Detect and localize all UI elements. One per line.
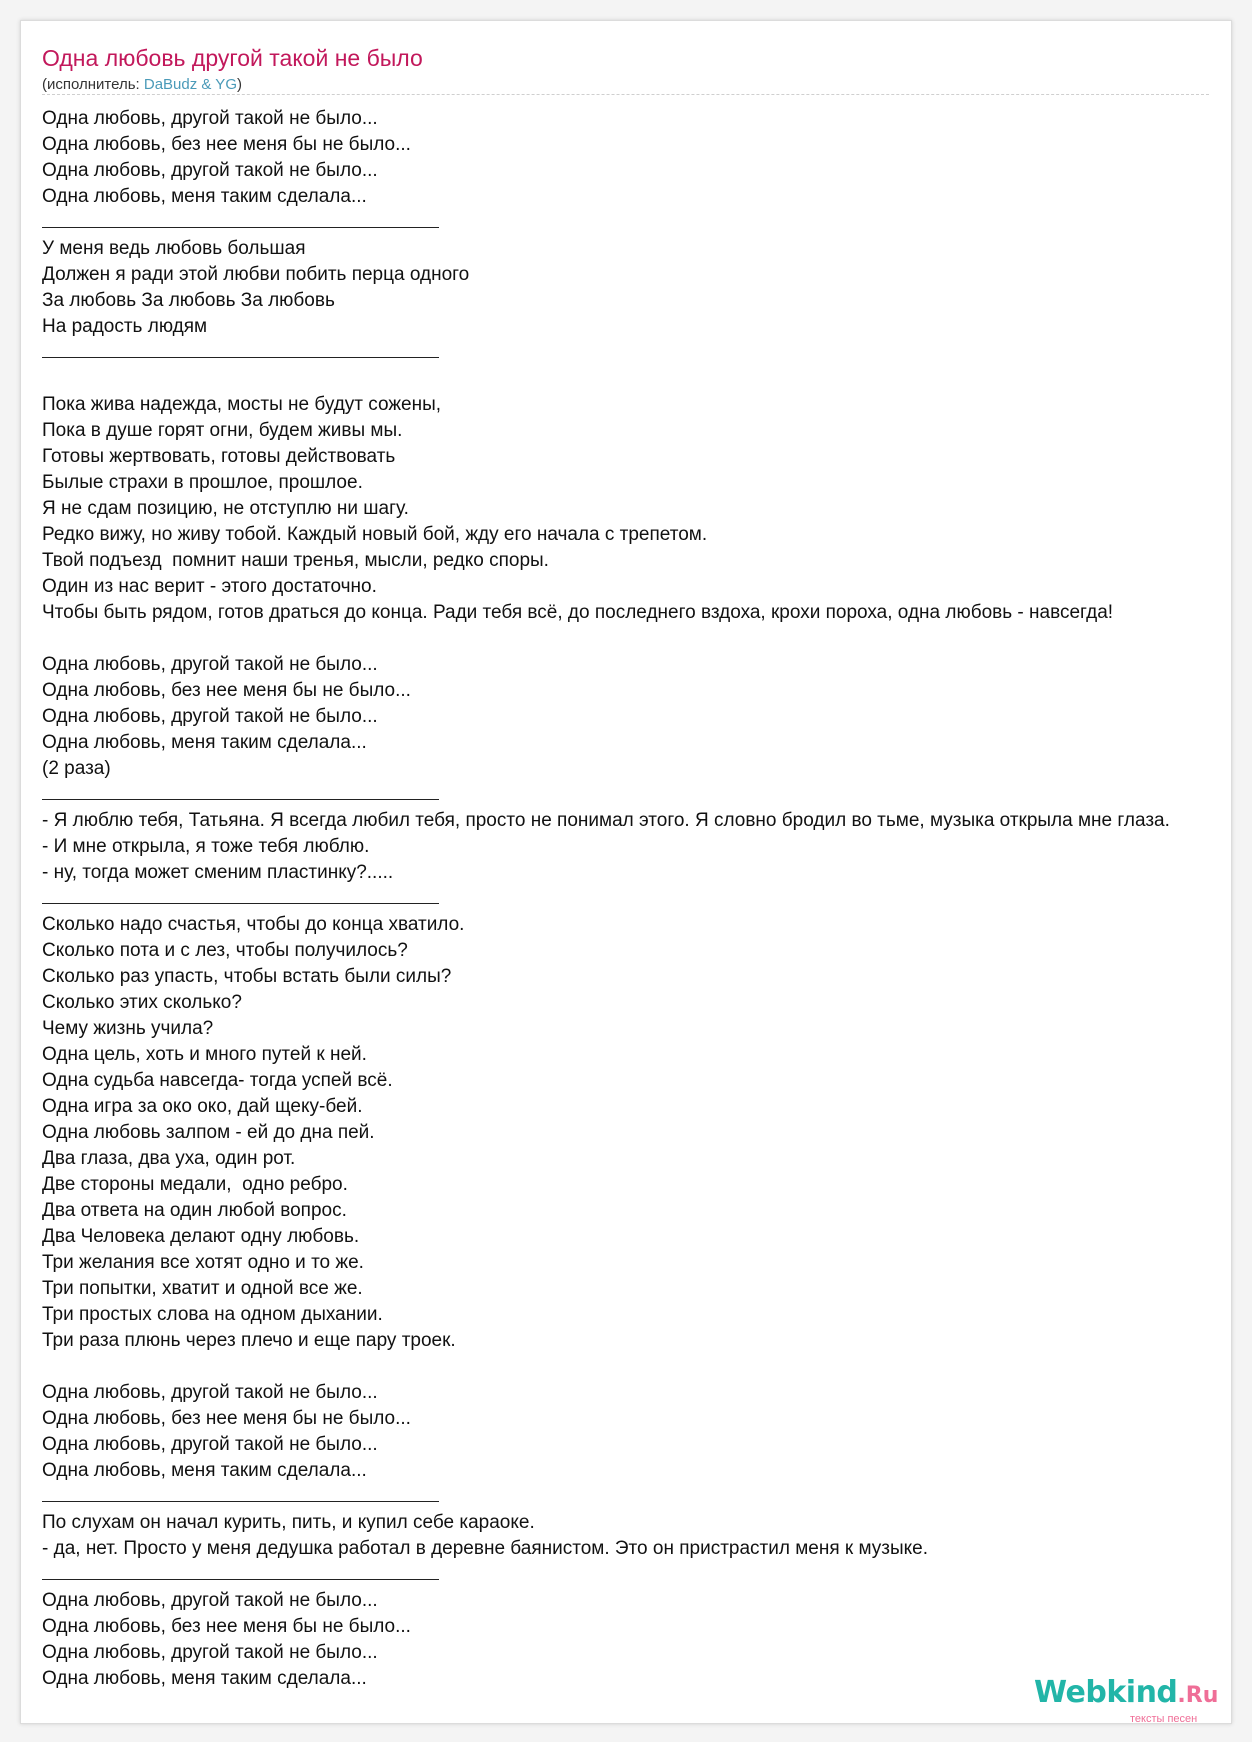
lyric-line: Одна любовь, без нее меня бы не было...	[42, 134, 411, 155]
lyric-line: Одна любовь залпом - ей до дна пей.	[42, 1122, 375, 1143]
lyric-line: Одна любовь, меня таким сделала...	[42, 1460, 367, 1481]
artist-link[interactable]: DaBudz & YG	[143, 76, 237, 93]
lyric-line: Два ответа на один любой вопрос.	[42, 1200, 347, 1221]
section-divider	[42, 1562, 1227, 1588]
lyric-line: Одна любовь, без нее меня бы не было...	[42, 1408, 411, 1429]
byline-prefix: (исполнитель:	[42, 76, 144, 93]
lyric-line: Два глаза, два уха, один рот.	[42, 1148, 296, 1169]
lyric-line: Три простых слова на одном дыхании.	[42, 1304, 383, 1325]
lyric-line: Одна любовь, меня таким сделала...	[42, 1668, 367, 1689]
lyric-line: Былые страхи в прошлое, прошлое.	[42, 472, 363, 493]
section-divider	[42, 782, 1227, 808]
logo-tagline: тексты песен	[1130, 1713, 1198, 1724]
lyric-line: Одна любовь, другой такой не было...	[42, 160, 378, 181]
lyric-line: Одна любовь, другой такой не было...	[42, 706, 378, 727]
lyric-line: Две стороны медали, одно ребро.	[42, 1174, 348, 1195]
lyric-line: Два Человека делают одну любовь.	[42, 1226, 360, 1247]
lyric-line: У меня ведь любовь большая	[42, 238, 306, 259]
webkind-logo	[1034, 1675, 1219, 1724]
section-divider	[42, 886, 1227, 912]
logo-main-text: Webkind	[1034, 1675, 1178, 1710]
lyric-line: Пока жива надежда, мосты не будут сожены,	[42, 394, 442, 415]
byline-suffix: )	[236, 76, 242, 93]
lyric-line: Одна игра за око око, дай щеку-бей.	[42, 1096, 363, 1117]
lyric-line: - да, нет. Просто у меня дедушка работал в деревне баянистом. Это он пристрастил меня к музыке.	[42, 1538, 929, 1559]
lyric-line: Сколько раз упасть, чтобы встать были силы?	[42, 966, 452, 987]
lyric-line: Одна любовь, меня таким сделала...	[42, 186, 367, 207]
lyric-line: Одна любовь, другой такой не было...	[42, 108, 378, 129]
lyric-line: Одна любовь, меня таким сделала...	[42, 732, 367, 753]
byline	[42, 76, 242, 93]
lyric-line: Одна любовь, без нее меня бы не было...	[42, 1616, 411, 1637]
lyric-line: Одна любовь, другой такой не было...	[42, 1590, 378, 1611]
lyric-line: Готовы жертвовать, готовы действовать	[42, 446, 396, 467]
lyric-line: Один из нас верит - этого достаточно.	[42, 576, 377, 597]
lyric-line: На радость людям	[42, 316, 208, 337]
lyric-line: - ну, тогда может сменим пластинку?.....	[42, 862, 394, 883]
lyric-line: Три желания все хотят одно и то же.	[42, 1252, 364, 1273]
lyric-line: Должен я ради этой любви побить перца одного	[42, 264, 470, 285]
section-divider	[42, 210, 1227, 236]
lyric-line: (2 раза)	[42, 758, 111, 779]
lyric-line: Одна любовь, другой такой не было...	[42, 1434, 378, 1455]
header-divider	[42, 94, 1209, 95]
lyric-line: Пока в душе горят огни, будем живы мы.	[42, 420, 403, 441]
lyric-line: - Я люблю тебя, Татьяна. Я всегда любил тебя, просто не понимал этого. Я словно бродил во тьме, музыка открыла мне глаза.	[42, 810, 1170, 831]
lyric-line: Одна любовь, без нее меня бы не было...	[42, 680, 411, 701]
blank-line	[42, 1354, 1227, 1380]
lyric-line: По слухам он начал курить, пить, и купил себе караоке.	[42, 1512, 535, 1533]
blank-line	[42, 366, 1227, 392]
lyric-line: Сколько пота и с лез, чтобы получилось?	[42, 940, 408, 961]
lyric-line: Одна цель, хоть и много путей к ней.	[42, 1044, 367, 1065]
lyric-line: Одна любовь, другой такой не было...	[42, 654, 378, 675]
lyric-line: Сколько надо счастья, чтобы до конца хватило.	[42, 914, 465, 935]
song-title: Одна любовь другой такой не было	[42, 45, 423, 71]
lyric-line: - И мне открыла, я тоже тебя люблю.	[42, 836, 370, 857]
lyric-line: Три попытки, хватит и одной все же.	[42, 1278, 363, 1299]
section-divider	[42, 1484, 1227, 1510]
lyric-line: Твой подъезд помнит наши тренья, мысли, редко споры.	[42, 550, 549, 571]
blank-line	[42, 626, 1227, 652]
lyrics-page	[20, 20, 1232, 1724]
lyrics-body	[42, 106, 1227, 1692]
section-divider	[42, 340, 1227, 366]
lyric-line: Я не сдам позицию, не отступлю ни шагу.	[42, 498, 409, 519]
lyric-line: Три раза плюнь через плечо и еще пару троек.	[42, 1330, 456, 1351]
lyric-line: Сколько этих сколько?	[42, 992, 242, 1013]
logo-tld-text: .Ru	[1177, 1683, 1219, 1708]
lyric-line: Одна любовь, другой такой не было...	[42, 1382, 378, 1403]
lyric-line: Редко вижу, но живу тобой. Каждый новый бой, жду его начала с трепетом.	[42, 524, 708, 545]
lyric-line: Одна любовь, другой такой не было...	[42, 1642, 378, 1663]
lyric-line: Одна судьба навсегда- тогда успей всё.	[42, 1070, 393, 1091]
lyric-line: Чему жизнь учила?	[42, 1018, 214, 1039]
lyric-line: Чтобы быть рядом, готов драться до конца. Ради тебя всё, до последнего вздоха, крохи пороха, одна любовь - навсегда!	[42, 602, 1114, 623]
lyric-line: За любовь За любовь За любовь	[42, 290, 335, 311]
